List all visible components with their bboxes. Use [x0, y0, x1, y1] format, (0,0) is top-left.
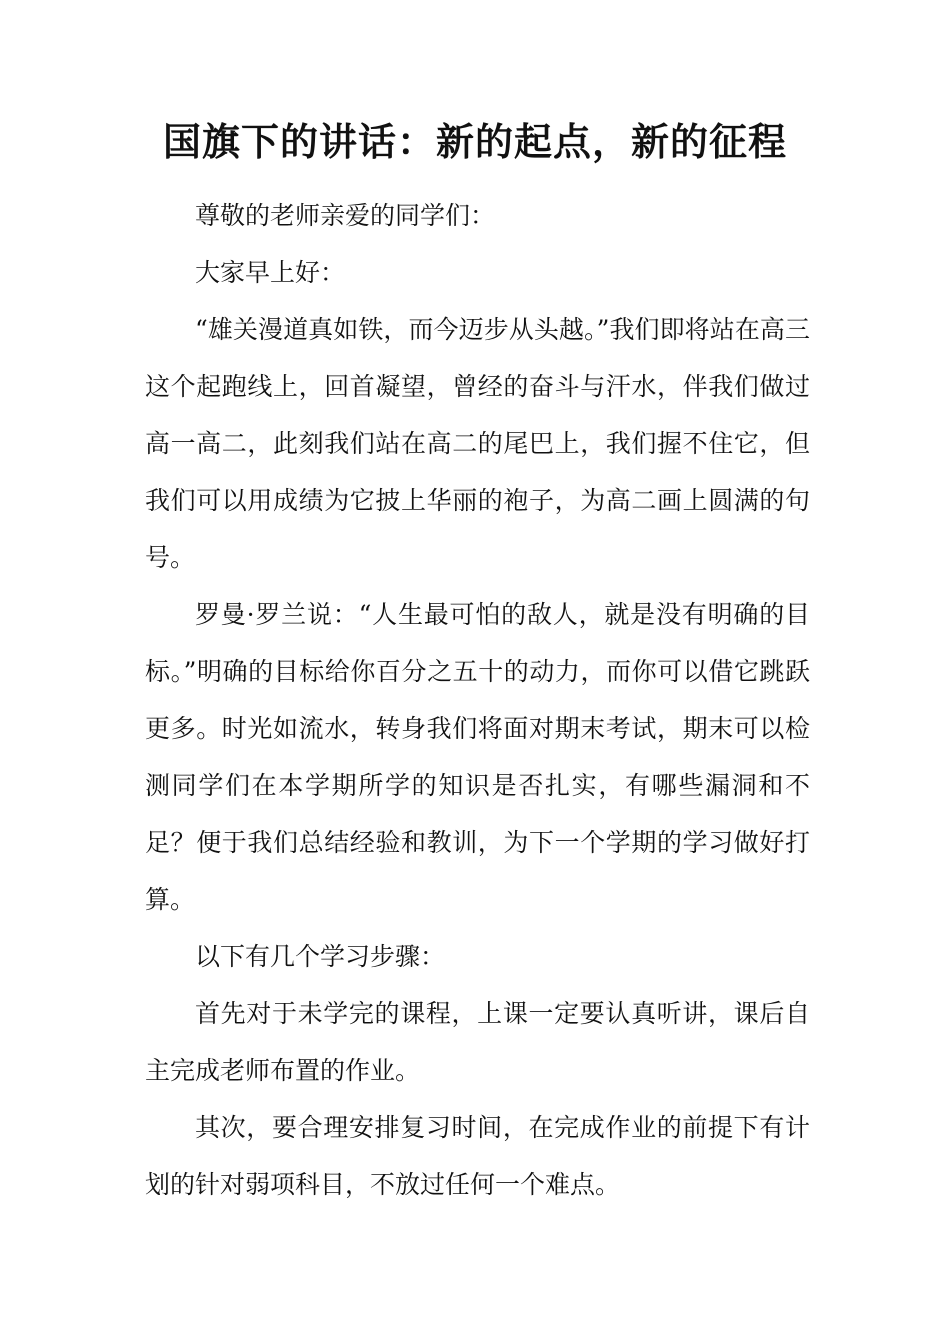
- paragraph-step-one: 首先对于未学完的课程，上课一定要认真听讲，课后自主完成老师布置的作业。: [145, 999, 810, 1085]
- paragraph-salutation: 尊敬的老师亲爱的同学们：: [195, 201, 496, 230]
- document-title: 国旗下的讲话：新的起点，新的征程: [162, 119, 787, 164]
- paragraph-step-two: 其次，要合理安排复习时间，在完成作业的前提下有计划的针对弱项科目，不放过任何一个难点。: [145, 1113, 810, 1199]
- document-body: [145, 187, 810, 1213]
- paragraph-goal: 罗曼·罗兰说：“人生最可怕的敌人，就是没有明确的目标。”明确的目标给你百分之五十的动力，而你可以借它跳跃更多。时光如流水，转身我们将面对期末考试，期末可以检测同学们在本学期所学的知识是否扎实，有哪些漏洞和不足？便于我们总结经验和教训，为下一个学期的学习做好打算。: [145, 600, 810, 914]
- paragraph-greeting: 大家早上好：: [195, 258, 346, 287]
- paragraph-opening: “雄关漫道真如铁，而今迈步从头越。”我们即将站在高三这个起跑线上，回首凝望，曾经的奋斗与汗水，伴我们做过高一高二，此刻我们站在高二的尾巴上，我们握不住它，但我们可以用成绩为它披上华丽的袍子，为高二画上圆满的句号。: [145, 315, 810, 572]
- paragraph-steps-intro: 以下有几个学习步骤：: [195, 942, 446, 971]
